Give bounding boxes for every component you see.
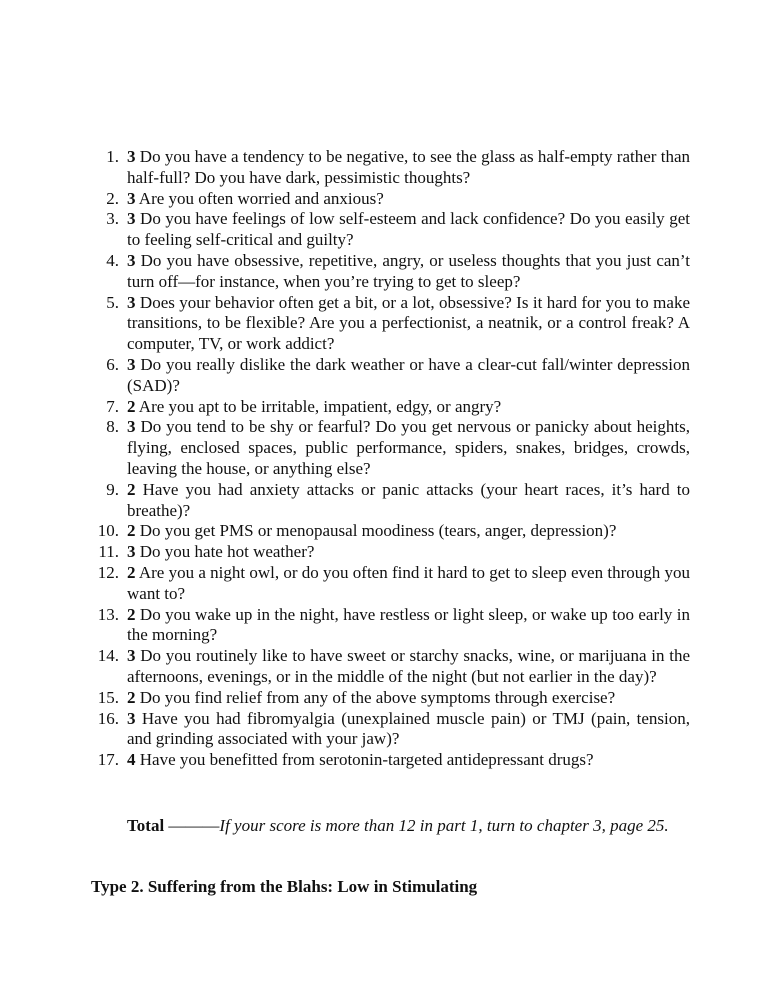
question-text: Do you find relief from any of the above symptoms through exercise?	[135, 687, 616, 707]
question-score: 4	[127, 750, 136, 770]
question-text: Do you hate hot weather?	[135, 542, 315, 562]
question-item	[90, 750, 690, 771]
question-item	[90, 209, 690, 251]
question-item	[90, 251, 690, 293]
question-score: 2	[127, 687, 136, 707]
question-score: 3	[127, 354, 136, 374]
question-text: Do you wake up in the night, have restless or light sleep, or wake up too early in the morning?	[127, 604, 690, 645]
question-score: 3	[127, 292, 136, 312]
question-score: 3	[127, 147, 136, 166]
question-number: 14.	[97, 646, 119, 666]
question-item	[90, 646, 690, 688]
question-number: 16.	[97, 708, 119, 728]
question-number: 5.	[106, 292, 119, 312]
question-number: 3.	[106, 209, 119, 229]
question-item	[90, 397, 690, 418]
question-number: 9.	[106, 479, 119, 499]
question-text: Do you get PMS or menopausal moodiness (tears, anger, depression)?	[135, 521, 617, 541]
total-label: Total	[127, 816, 165, 835]
question-text: Do you have a tendency to be negative, to see the glass as half-empty rather than half-full? Do you have dark, pessimistic thoughts?	[127, 147, 690, 187]
question-score: 3	[127, 417, 136, 437]
question-item	[90, 293, 690, 355]
question-number: 15.	[97, 687, 119, 707]
question-number: 17.	[97, 750, 119, 770]
question-number: 2.	[106, 188, 119, 208]
question-text: Do you have feelings of low self-esteem and lack confidence? Do you easily get to feeling self-critical and guilty?	[127, 209, 690, 250]
question-number: 7.	[106, 396, 119, 416]
question-score: 3	[127, 646, 136, 666]
question-score: 3	[127, 708, 136, 728]
question-text: Have you had anxiety attacks or panic attacks (your heart races, it’s hard to breathe)?	[127, 479, 690, 520]
question-text: Are you a night owl, or do you often find it hard to get to sleep even through you want to?	[127, 562, 690, 603]
question-text: Are you often worried and anxious?	[135, 188, 384, 208]
question-score: 3	[127, 188, 136, 208]
question-number: 6.	[106, 354, 119, 374]
section-heading: Type 2. Suffering from the Blahs: Low in Stimulating	[91, 877, 478, 896]
question-number: 12.	[97, 562, 119, 582]
total-blank: ———	[164, 816, 220, 835]
question-item	[90, 605, 690, 647]
total-line	[127, 815, 687, 837]
question-item	[90, 355, 690, 397]
question-text: Have you benefitted from serotonin-targeted antidepressant drugs?	[135, 750, 594, 770]
question-score: 3	[127, 209, 136, 229]
question-number: 13.	[97, 604, 119, 624]
question-score: 2	[127, 396, 136, 416]
question-item	[90, 521, 690, 542]
question-number: 1.	[106, 147, 119, 166]
question-text: Have you had fibromyalgia (unexplained muscle pain) or TMJ (pain, tension, and grinding associated with your jaw)?	[127, 708, 690, 749]
question-score: 3	[127, 542, 136, 562]
question-item	[90, 542, 690, 563]
question-text: Does your behavior often get a bit, or a lot, obsessive? Is it hard for you to make transitions, to be flexible? Are you a perfectionist, a neatnik, or a control freak? A computer, TV, or work addict?	[127, 292, 690, 354]
questionnaire-list	[90, 147, 690, 771]
question-item	[90, 688, 690, 709]
question-item	[90, 417, 690, 479]
question-number: 4.	[106, 250, 119, 270]
question-text: Do you tend to be shy or fearful? Do you get nervous or panicky about heights, flying, enclosed spaces, public performance, spiders, snakes, bridges, crowds, leaving the house, or anything else?	[127, 417, 690, 478]
question-score: 2	[127, 479, 136, 499]
question-text: Are you apt to be irritable, impatient, edgy, or angry?	[135, 396, 502, 416]
question-item	[90, 189, 690, 210]
question-item	[90, 563, 690, 605]
question-score: 2	[127, 521, 136, 541]
question-text: Do you routinely like to have sweet or starchy snacks, wine, or marijuana in the afternoons, evenings, or in the middle of the night (but not earlier in the day)?	[127, 646, 690, 686]
question-number: 10.	[97, 521, 119, 541]
question-item	[90, 709, 690, 751]
question-item	[90, 480, 690, 522]
question-number: 11.	[98, 542, 119, 562]
question-number: 8.	[106, 417, 119, 437]
question-score: 2	[127, 604, 136, 624]
question-item	[90, 147, 690, 189]
question-text: Do you have obsessive, repetitive, angry, or useless thoughts that you just can’t turn off—for instance, when you’re trying to get to sleep?	[127, 250, 690, 291]
question-text: Do you really dislike the dark weather or have a clear-cut fall/winter depression (SAD)?	[127, 354, 690, 395]
question-score: 3	[127, 250, 136, 270]
total-note: If your score is more than 12 in part 1, turn to chapter 3, page 25.	[219, 816, 669, 835]
question-score: 2	[127, 562, 136, 582]
